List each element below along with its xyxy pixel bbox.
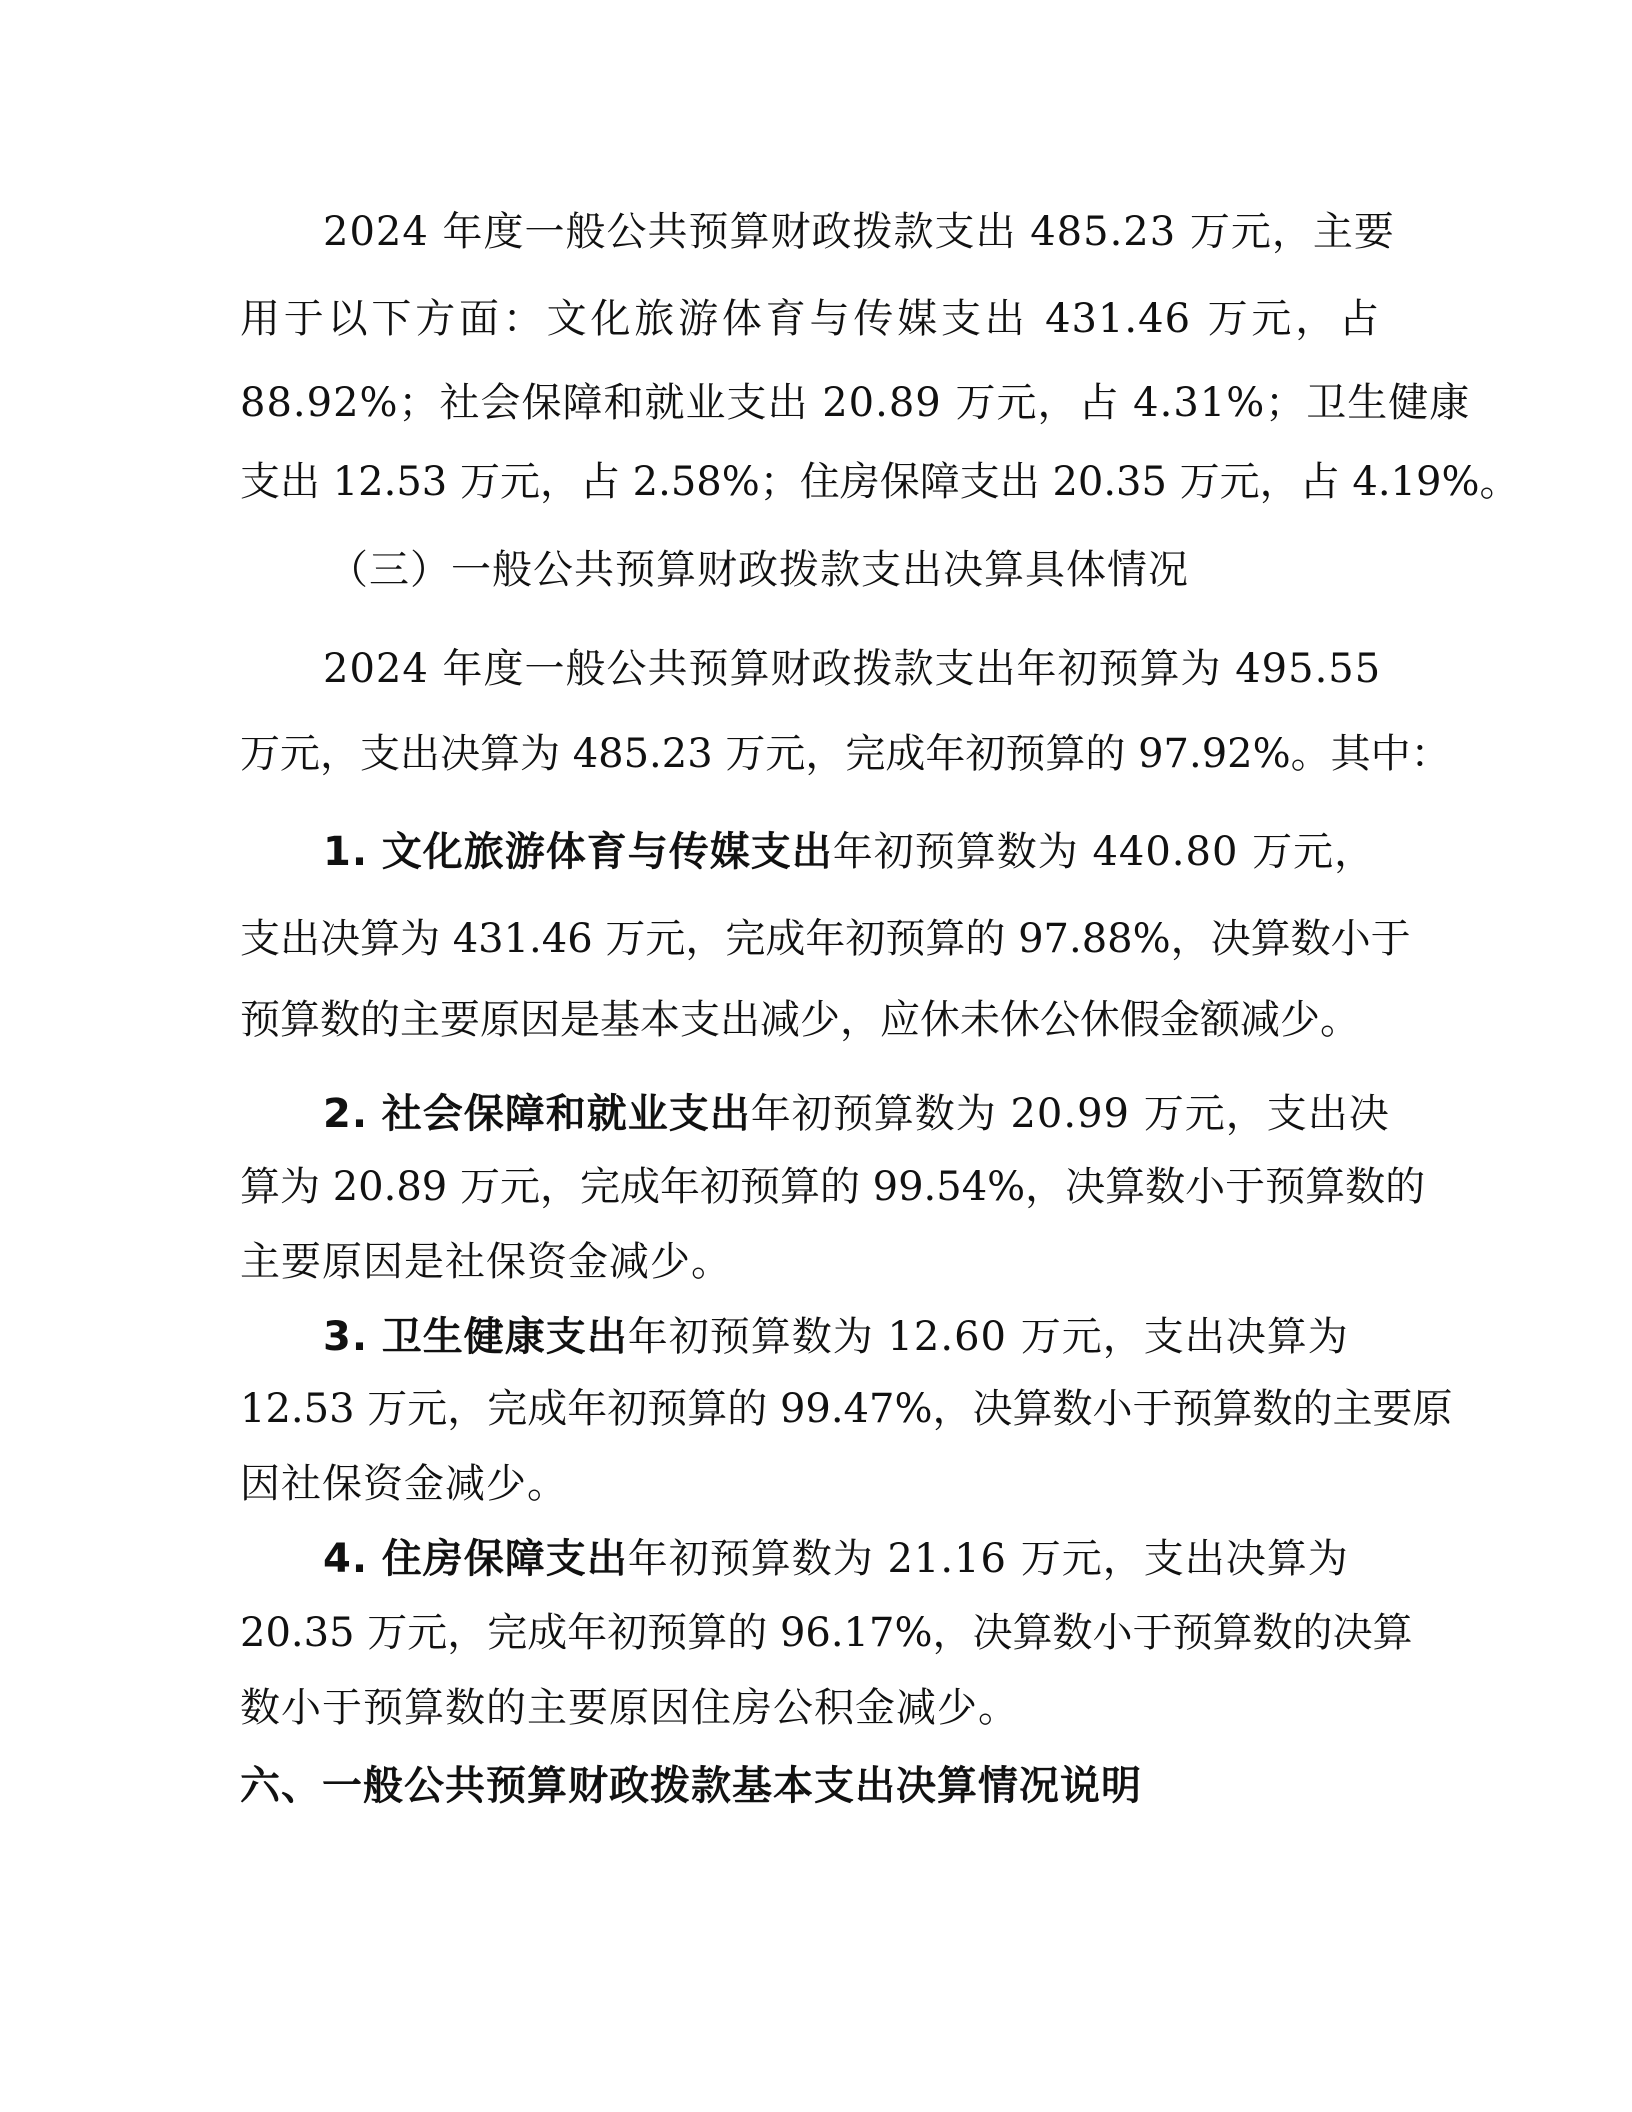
overview-line-4: 支出 12.53 万元，占 2.58%；住房保障支出 20.35 万元，占 4.19%。 bbox=[240, 459, 1520, 505]
item-4-line-2: 20.35 万元，完成年初预算的 96.17%，决算数小于预算数的决算 bbox=[240, 1610, 1413, 1656]
section-six-heading: 六、一般公共预算财政拨款基本支出决算情况说明 bbox=[240, 1763, 1142, 1809]
item-1-first-line-rest: 年初预算数为 440.80 万元， bbox=[832, 829, 1376, 875]
item-4-first-line-rest: 年初预算数为 21.16 万元，支出决算为 bbox=[627, 1536, 1349, 1582]
item-3-number: 3. bbox=[323, 1314, 369, 1360]
item-4-title: 住房保障支出 bbox=[381, 1536, 628, 1582]
item-1-first-line bbox=[323, 828, 1375, 876]
item-1-line-2: 支出决算为 431.46 万元，完成年初预算的 97.88%，决算数小于 bbox=[240, 916, 1411, 962]
item-3-line-2: 12.53 万元，完成年初预算的 99.47%，决算数小于预算数的主要原 bbox=[240, 1386, 1453, 1432]
item-2-first-line bbox=[323, 1090, 1390, 1138]
item-2-first-line-rest: 年初预算数为 20.99 万元，支出决 bbox=[750, 1091, 1390, 1137]
budget-line-2: 万元，支出决算为 485.23 万元，完成年初预算的 97.92%。其中： bbox=[240, 731, 1451, 777]
item-2-line-2: 算为 20.89 万元，完成年初预算的 99.54%，决算数小于预算数的 bbox=[240, 1164, 1426, 1210]
item-2-number: 2. bbox=[323, 1091, 369, 1137]
item-3-title: 卫生健康支出 bbox=[381, 1314, 628, 1360]
item-2-line-3: 主要原因是社保资金减少。 bbox=[240, 1239, 732, 1285]
item-4-line-3: 数小于预算数的主要原因住房公积金减少。 bbox=[240, 1685, 1019, 1731]
section-three-heading: （三）一般公共预算财政拨款支出决算具体情况 bbox=[328, 547, 1189, 593]
item-4-number: 4. bbox=[323, 1536, 369, 1582]
item-1-line-3: 预算数的主要原因是基本支出减少，应休未休公休假金额减少。 bbox=[240, 997, 1360, 1043]
item-2-title: 社会保障和就业支出 bbox=[381, 1091, 751, 1137]
overview-line-2: 用于以下方面：文化旅游体育与传媒支出 431.46 万元，占 bbox=[240, 296, 1380, 342]
item-3-first-line-rest: 年初预算数为 12.60 万元，支出决算为 bbox=[627, 1314, 1349, 1360]
item-1-title: 文化旅游体育与传媒支出 bbox=[381, 829, 833, 875]
overview-line-3: 88.92%；社会保障和就业支出 20.89 万元，占 4.31%；卫生健康 bbox=[240, 380, 1471, 426]
item-4-first-line bbox=[323, 1535, 1375, 1583]
item-3-line-3: 因社保资金减少。 bbox=[240, 1461, 568, 1507]
item-3-first-line bbox=[323, 1313, 1375, 1361]
item-1-number: 1. bbox=[323, 829, 369, 875]
budget-line-1: 2024 年度一般公共预算财政拨款支出年初预算为 495.55 bbox=[323, 646, 1382, 692]
overview-line-1: 2024 年度一般公共预算财政拨款支出 485.23 万元，主要 bbox=[323, 209, 1395, 255]
